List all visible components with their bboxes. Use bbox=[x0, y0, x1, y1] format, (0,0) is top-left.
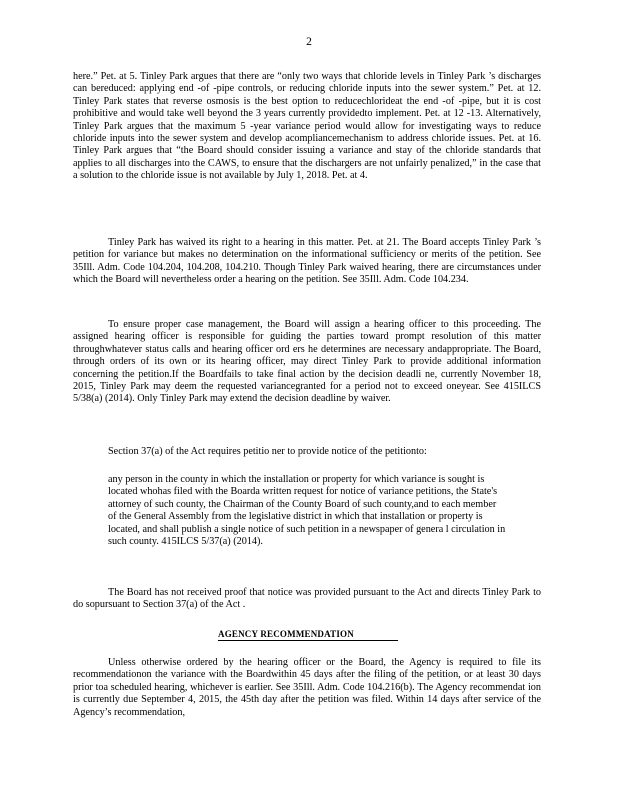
page-number: 2 bbox=[306, 36, 312, 48]
paragraph-hearing-waiver: Tinley Park has waived its right to a hearing in this matter. Pet. at 21. The Board accepts Tinley Park ’s petition for variance but makes no determination on the informational sufficiency or merits of the petition. See 35Ill. Adm. Code 104.204, 104.208, 104.210. Though Tinley Park waived hearing, there are circumstances under which the Board will nevertheless order a hearing on the petition. See 35Ill. Adm. Code 104.234. bbox=[73, 237, 541, 286]
paragraph-petition-arguments: here.” Pet. at 5. Tinley Park argues that there are “only two ways that chloride levels in Tinley Park ’s discharges can bereduced: applying end -of -pipe controls, or reducing chloride inputs into the sewer system.” Pet. at 12. Tinley Park states that reverse osmosis is the best option to reducechlorideat the end -of -pipe, but it is cost prohibitive and would take well beyond the 3 years currently providedto implement. Pet. at 12 -13. Alternatively, Tinley Park argues that the maximum 5 -year variance period would allow for investigating ways to reduce chloride inputs into the sewer system and develop acompliancemechanism to address chloride issues. Pet. at 16. Tinley Park argues that “the Board should consider issuing a variance and stay of the chloride standards that applies to all discharges into the CAWS, to ensure that the dischargers are not unfairly penalized,” in the case that a solution to the chloride issue is not available by July 1, 2018. Pet. at 4. bbox=[73, 71, 541, 182]
paragraph-case-management: To ensure proper case management, the Board will assign a hearing officer to this proceeding. The assigned hearing officer is responsible for guiding the parties toward prompt resolution of this matter throughwhatever status calls and hearing officer ord ers he determines are necessary andappropriate. The Board, through orders of its own or its hearing officer, may direct Tinley Park to provide additional information concerning the petition.If the Boardfails to take final action by the decision deadli ne, currently November 18, 2015, Tinley Park may deem the requested variancegranted for a period not to exceed oneyear. See 415ILCS 5/38(a) (2014). Only Tinley Park may extend the decision deadline by waiver. bbox=[73, 319, 541, 405]
paragraph-agency-recommendation: Unless otherwise ordered by the hearing officer or the Board, the Agency is required to file its recommendationon the variance with the Boardwithin 45 days after the filing of the petition, or at least 30 days prior toa scheduled hearing, whichever is earlier. See 35Ill. Adm. Code 104.216(b). The Agency recommendat ion is currently due September 4, 2015, the 45th day after the petition was filed. Within 14 days after service of the Agency’s recommendation, bbox=[73, 657, 541, 718]
section-heading-agency-recommendation: AGENCY RECOMMENDATION bbox=[218, 629, 398, 641]
paragraph-notice-requirement: Section 37(a) of the Act requires petitio ner to provide notice of the petitionto: bbox=[108, 446, 427, 457]
block-quote-section-37a: any person in the county in which the installation or property for which variance is sought is located whohas filed with the Boarda written request for notice of variance petitions, the State's attorney of such county, the Chairman of the County Board of such county,and to each member of the General Assembly from the legislative district in which that installation or property is located, and shall publish a single notice of such petition in a newspaper of genera l circulation in such county. 415ILCS 5/37(a) (2014). bbox=[108, 474, 506, 548]
paragraph-notice-directive: The Board has not received proof that notice was provided pursuant to the Act and directs Tinley Park to do sopursuant to Section 37(a) of the Act . bbox=[73, 587, 541, 611]
